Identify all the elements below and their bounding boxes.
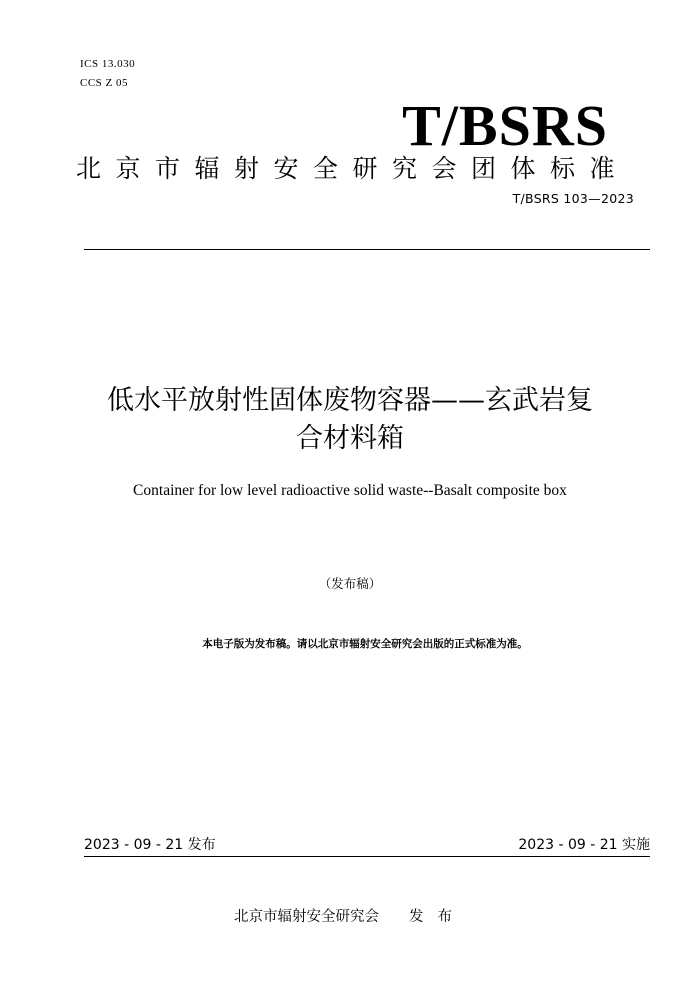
implementation-date: 2023 - 09 - 21 实施 <box>518 837 650 853</box>
ics-classification: ICS 13.030 <box>80 58 136 70</box>
standard-code-logo: T/BSRS <box>402 93 608 158</box>
title-line-2: 合材料箱 <box>296 423 404 454</box>
draft-status-label: （发布稿） <box>318 576 382 591</box>
standard-number: T/BSRS 103—2023 <box>512 191 634 206</box>
publisher-action: 发布 <box>409 909 466 925</box>
issue-date: 2023 - 09 - 21 发布 <box>84 837 216 853</box>
title-line-1: 低水平放射性固体废物容器——玄武岩复 <box>107 385 593 416</box>
footer-divider <box>84 856 650 857</box>
organization-standard-title: 北京市辐射安全研究会团体标准 <box>76 154 630 183</box>
publisher-name: 北京市辐射安全研究会 <box>234 909 379 925</box>
electronic-version-notice: 本电子版为发布稿。请以北京市辐射安全研究会出版的正式标准为准。 <box>202 638 528 650</box>
document-title-chinese <box>60 382 640 458</box>
document-title-english: Container for low level radioactive solid waste--Basalt composite box <box>133 482 567 499</box>
ccs-classification: CCS Z 05 <box>80 77 129 89</box>
publisher-line <box>0 905 700 926</box>
header-divider <box>84 249 650 250</box>
